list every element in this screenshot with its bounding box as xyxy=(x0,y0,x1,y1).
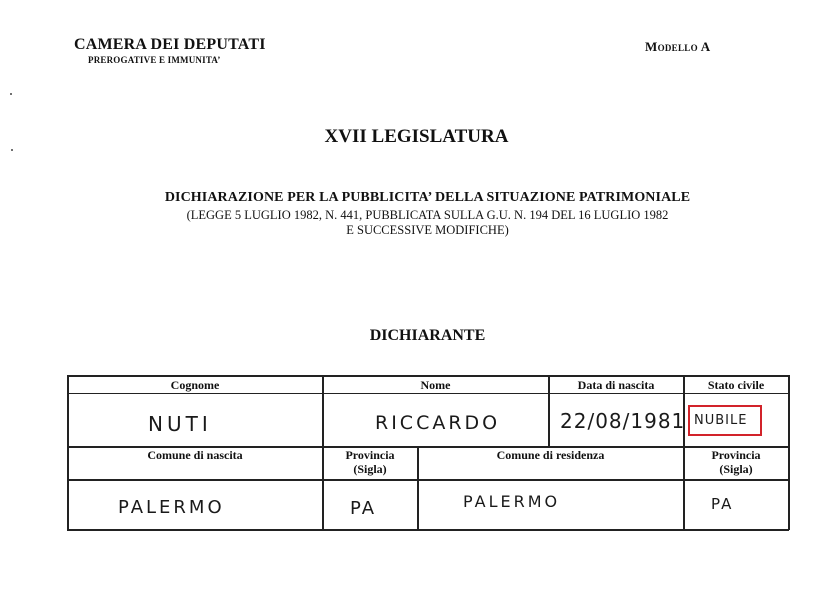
office-name: PREROGATIVE E IMMUNITA’ xyxy=(88,55,221,65)
scan-dot xyxy=(10,93,12,95)
header-stato-civile: Stato civile xyxy=(707,378,765,392)
header-comune-nascita: Comune di nascita xyxy=(147,448,243,462)
form-label: Modello A xyxy=(645,39,711,54)
value-nome: RICCARDO xyxy=(375,412,501,434)
header-provincia-residenza-line2: (Sigla) xyxy=(719,462,753,476)
header-provincia-nascita-line2: (Sigla) xyxy=(353,462,387,476)
value-comune-nascita: PALERMO xyxy=(118,497,225,518)
value-provincia-residenza: PA xyxy=(711,495,734,513)
law-line-1: (LEGGE 5 LUGLIO 1982, N. 441, PUBBLICATA SULLA G.U. N. 194 DEL 16 LUGLIO 1982 xyxy=(186,208,669,222)
law-line-2: E SUCCESSIVE MODIFICHE) xyxy=(346,223,509,237)
header-data-nascita: Data di nascita xyxy=(577,378,655,392)
institution-name: CAMERA DEI DEPUTATI xyxy=(74,36,266,53)
header-cognome: Cognome xyxy=(170,378,220,392)
header-provincia-residenza xyxy=(684,448,788,476)
header-provincia-nascita-line1: Provincia xyxy=(345,448,395,462)
header-nome: Nome xyxy=(420,378,451,392)
value-provincia-nascita: PA xyxy=(350,498,377,519)
header-comune-residenza: Comune di residenza xyxy=(496,448,605,462)
value-comune-residenza: PALERMO xyxy=(463,492,561,511)
value-cognome: NUTI xyxy=(148,412,212,436)
value-data-nascita: 22/08/1981 xyxy=(560,409,686,433)
header-provincia-nascita xyxy=(323,448,417,476)
value-stato-civile: NUBILE xyxy=(694,413,748,428)
scan-dot xyxy=(11,149,13,151)
legislature-title: XVII LEGISLATURA xyxy=(324,126,509,147)
declaration-law-reference xyxy=(0,208,833,238)
section-title: DICHIARANTE xyxy=(369,327,486,344)
header-provincia-residenza-line1: Provincia xyxy=(711,448,761,462)
declaration-title: DICHIARAZIONE PER LA PUBBLICITA’ DELLA SITUAZIONE PATRIMONIALE xyxy=(164,190,691,205)
